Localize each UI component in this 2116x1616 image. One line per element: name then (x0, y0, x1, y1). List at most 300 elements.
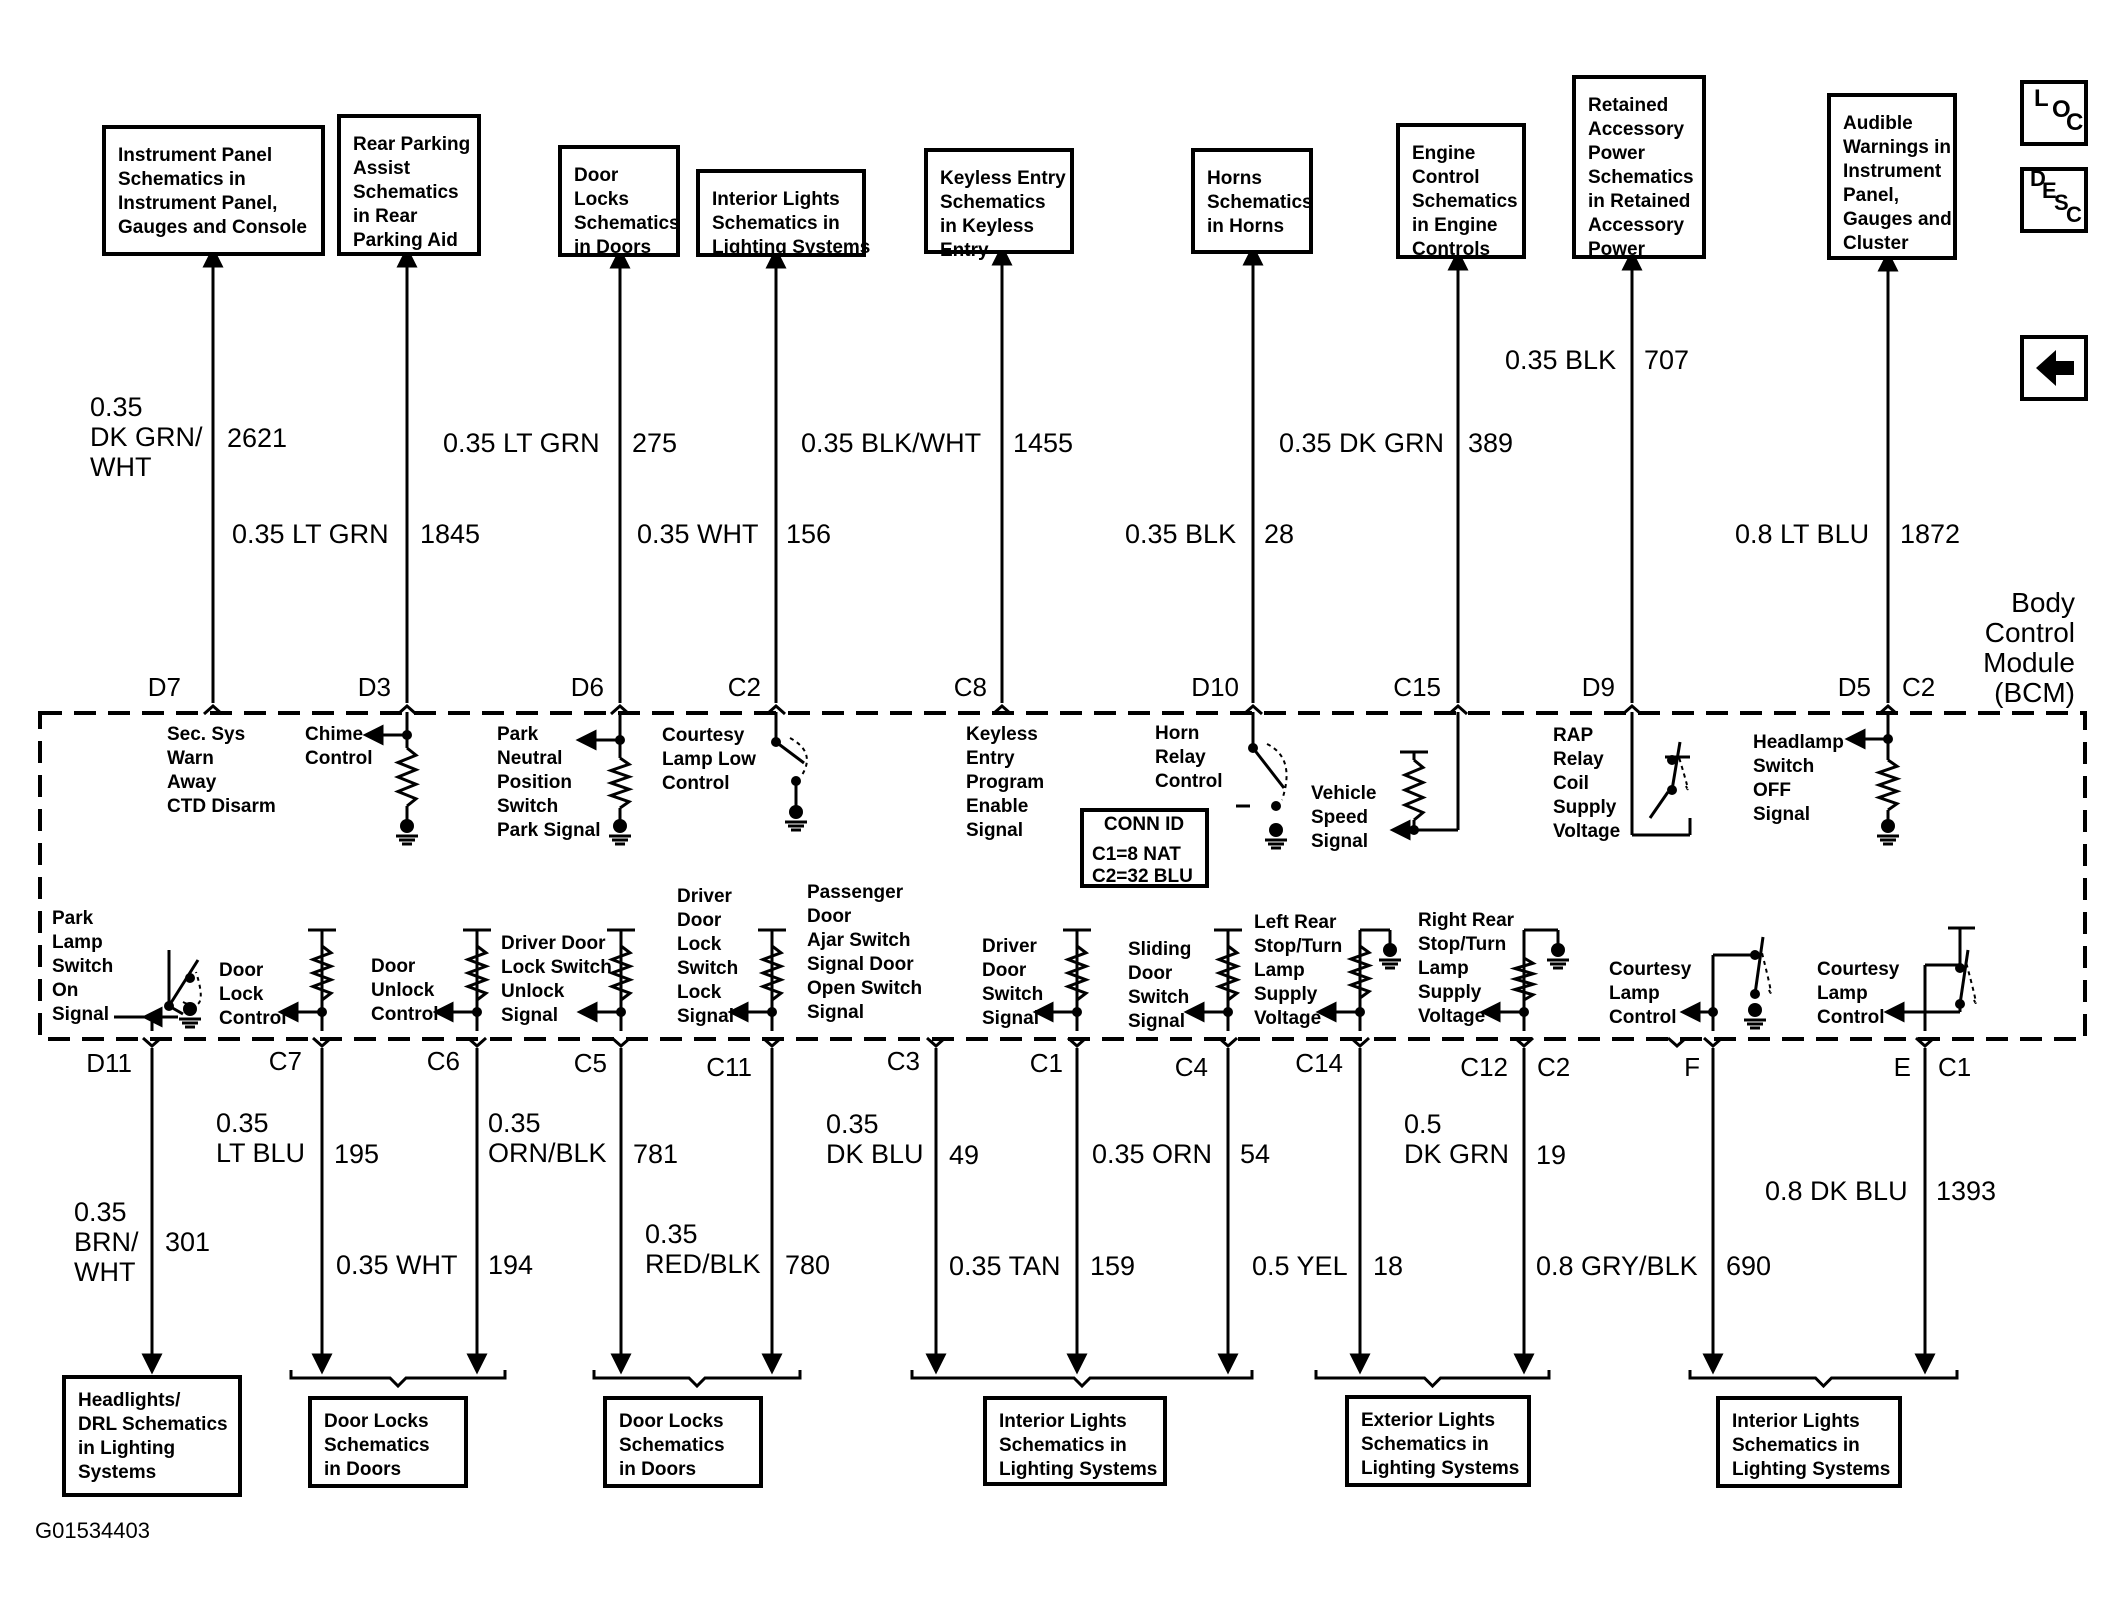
schematic-reference-text-line: Instrument Panel (118, 145, 273, 166)
circuit-function-label (1128, 939, 1191, 1032)
circuit-function-label-line: Driver (677, 886, 732, 907)
schematic-reference-text-line: in Doors (574, 237, 652, 258)
wire-spec-label (1404, 1109, 1509, 1169)
circuit-function-label-line: Passenger (807, 882, 904, 903)
junction-dot (1072, 1007, 1082, 1017)
schematic-reference-text-line: Schematics (619, 1435, 725, 1456)
schematic-reference-text-line: DRL Schematics (78, 1414, 228, 1435)
circuit-function-label-line: Stop/Turn (1254, 936, 1343, 957)
circuit-function-label-line: Vehicle (1311, 783, 1377, 804)
loc-letter: C (2066, 109, 2084, 136)
schematic-reference-text-line: Lighting Systems (712, 237, 871, 258)
circuit-function-label-line: Switch (982, 984, 1044, 1005)
circuit-function-label-line: Courtesy (662, 725, 745, 746)
circuit-number: 159 (1090, 1251, 1136, 1281)
circuit-function-label-line: Chime (305, 724, 364, 745)
circuit-function-label-line: Signal (1311, 831, 1369, 852)
switch-dashed (1966, 962, 1976, 1003)
circuit-number: 28 (1264, 519, 1295, 549)
switch-contact (1667, 785, 1677, 795)
schematic-reference-text-line: Schematics in (118, 169, 246, 190)
wire-spec-label-line: ORN/BLK (488, 1138, 607, 1168)
circuit-function-label (1609, 959, 1692, 1028)
schematic-reference-text-line: Schematics (574, 213, 680, 234)
circuit-function-label-line: Unlock (371, 980, 435, 1001)
schematic-reference-text-line: Locks (574, 189, 629, 210)
circuit-function-label-line: Sec. Sys (167, 724, 246, 745)
switch-blade (776, 742, 804, 763)
resistor (611, 758, 629, 808)
module-title-line: Module (1983, 647, 2075, 678)
circuit-function-label-line: Park Signal (497, 820, 601, 841)
schematic-reference-text-line: Schematics in (1732, 1435, 1860, 1456)
schematic-reference-text-line: Schematics in (1361, 1434, 1489, 1455)
circuit-function-label-line: Control (305, 748, 373, 769)
circuit-function-label-line: Door (371, 956, 416, 977)
circuit-function-label-line: Door (982, 960, 1027, 981)
circuit-number: 195 (334, 1139, 380, 1169)
circuit-number: 156 (786, 519, 832, 549)
schematic-reference-text-line: Interior Lights (1732, 1411, 1860, 1432)
wire-spec-label: 0.35 ORN (1092, 1139, 1213, 1169)
circuit-function-label-line: Control (219, 1008, 287, 1029)
circuit-number: 2621 (227, 423, 288, 453)
circuit-number: 18 (1373, 1251, 1404, 1281)
switch-dashed (790, 738, 807, 775)
resistor (1405, 760, 1423, 820)
schematic-reference-text-line: in Doors (324, 1459, 402, 1480)
circuit-function-label-line: Position (497, 772, 572, 793)
wire-spec-label: 0.35 BLK/WHT (801, 428, 982, 458)
circuit-function-label-line: Keyless (966, 724, 1038, 745)
schematic-reference-text-line: Headlights/ (78, 1390, 181, 1411)
circuit-function-label-line: Neutral (497, 748, 563, 769)
circuit-function-label-line: Lock (219, 984, 264, 1005)
desc-letter: D (2030, 166, 2046, 191)
wire-spec-label-line: RED/BLK (645, 1249, 761, 1279)
circuit-function-label-line: Lock (677, 934, 722, 955)
schematic-reference-text-line: Exterior Lights (1361, 1410, 1496, 1431)
connector-pin-label: C4 (1174, 1052, 1208, 1082)
switch-blade (1672, 742, 1680, 790)
connector-pin-label: D10 (1191, 672, 1239, 702)
wire-spec-label-line: 0.35 (645, 1219, 698, 1249)
schematic-reference-text-line: Instrument (1843, 161, 1942, 182)
circuit-function-label-line: Door (219, 960, 264, 981)
module-title-line: Body (2011, 587, 2075, 618)
connector-pin-label: C3 (886, 1046, 920, 1076)
figure-id: G01534403 (35, 1518, 150, 1543)
wire-spec-label (74, 1197, 139, 1287)
group-bracket (594, 1370, 800, 1386)
connector-id-line-line: C1=8 NAT (1092, 844, 1181, 865)
circuit-number: 1393 (1936, 1176, 1997, 1206)
circuit-number: 780 (785, 1250, 831, 1280)
connector-pin-label: C11 (706, 1052, 752, 1082)
circuit-function-label (219, 960, 287, 1029)
connector-pin-label: D6 (570, 672, 604, 702)
circuit-function-label (371, 956, 439, 1025)
wire-spec-label: 0.35 DK GRN (1279, 428, 1445, 458)
circuit-function-label-line: Entry (966, 748, 1015, 769)
schematic-reference-text-line: in Lighting (78, 1438, 176, 1459)
circuit-number: 19 (1536, 1140, 1567, 1170)
circuit-number: 54 (1240, 1139, 1271, 1169)
ground-node (1383, 943, 1397, 957)
schematic-reference-text-line: in Engine (1412, 215, 1498, 236)
circuit-function-label-line: Signal (677, 1006, 735, 1027)
schematic-reference-text-line: Schematics (324, 1435, 430, 1456)
connector-pin-label: C14 (1295, 1048, 1343, 1078)
wire-spec-label-line: DK GRN/ (90, 422, 203, 452)
circuit-function-label-line: Right Rear (1418, 910, 1515, 931)
circuit-function-label-line: Coil (1553, 773, 1589, 794)
schematic-reference-text-line: Interior Lights (712, 189, 840, 210)
circuit-function-label-line: Lamp (52, 932, 103, 953)
junction-dot (616, 1007, 626, 1017)
circuit-function-label-line: Speed (1311, 807, 1369, 828)
ground-node (789, 805, 803, 819)
wire-spec-label-line: WHT (74, 1257, 136, 1287)
circuit-function-label (966, 724, 1044, 841)
ground-node (1269, 823, 1283, 837)
wire-spec-label-line: 0.35 (74, 1197, 127, 1227)
schematic-reference-text-line: Gauges and (1843, 209, 1952, 230)
schematic-reference-text-line: Warnings in (1843, 137, 1952, 158)
circuit-function-label-line: Door (807, 906, 852, 927)
wire-spec-label (826, 1109, 924, 1169)
circuit-function-label (305, 724, 373, 769)
wire-spec-label: 0.35 TAN (949, 1251, 1061, 1281)
wire-spec-label: 0.35 LT GRN (443, 428, 600, 458)
wire-spec-label-line: 0.35 (488, 1108, 541, 1138)
circuit-function-label-line: Signal (807, 1002, 865, 1023)
circuit-function-label-line: Ajar Switch (807, 930, 911, 951)
circuit-number: 690 (1726, 1251, 1772, 1281)
connector-id-line-line: C2=32 BLU (1092, 866, 1193, 887)
desc-letter: C (2066, 202, 2082, 227)
switch-contact (1750, 989, 1760, 999)
switch-contact (1248, 743, 1258, 753)
wire-spec-label: 0.35 WHT (336, 1250, 458, 1280)
circuit-function-label-line: Switch (1128, 987, 1190, 1008)
circuit-function-label-line: Lamp (1609, 983, 1660, 1004)
circuit-function-label (1311, 783, 1377, 852)
circuit-function-label-line: Switch (677, 958, 739, 979)
circuit-function-label-line: Sliding (1128, 939, 1192, 960)
schematic-reference-text-line: Horns (1207, 168, 1262, 189)
junction-dot (615, 735, 625, 745)
schematic-reference-text-line: Accessory (1588, 119, 1685, 140)
schematic-reference-text-line: in Keyless (940, 216, 1034, 237)
schematic-reference-text-line: Entry (940, 240, 989, 261)
connector-pin-label: C1 (1938, 1052, 1972, 1082)
circuit-function-label (1418, 910, 1515, 1027)
circuit-function-label-line: Voltage (1254, 1008, 1322, 1029)
wire-spec-label-line: 0.5 (1404, 1109, 1442, 1139)
connector-pin-label: F (1684, 1052, 1700, 1082)
circuit-function-label-line: Signal (966, 820, 1024, 841)
circuit-function-label-line: Unlock (501, 981, 565, 1002)
circuit-function-label-line: Control (371, 1004, 439, 1025)
circuit-function-label-line: Signal (52, 1004, 110, 1025)
connector-chevron (1668, 1038, 1686, 1046)
connector-pin-label: C12 (1460, 1052, 1508, 1082)
circuit-function-label (982, 936, 1043, 1029)
wire-spec-label-line: WHT (90, 452, 152, 482)
circuit-function-label-line: Supply (1254, 984, 1318, 1005)
schematic-reference-text-line: Lighting Systems (999, 1459, 1158, 1480)
circuit-function-label-line: Open Switch (807, 978, 923, 999)
wire-spec-label: 0.8 GRY/BLK (1536, 1251, 1698, 1281)
circuit-function-label (497, 724, 601, 841)
ground-node (613, 819, 627, 833)
circuit-number: 1455 (1013, 428, 1074, 458)
wire-spec-label-line: LT BLU (216, 1138, 306, 1168)
connector-pin-label: D9 (1581, 672, 1615, 702)
circuit-function-label-line: Enable (966, 796, 1029, 817)
circuit-function-label (167, 724, 276, 817)
circuit-function-label-line: Headlamp (1753, 732, 1844, 753)
desc-letter: S (2054, 190, 2069, 215)
wire-spec-label (645, 1219, 761, 1279)
circuit-function-label-line: Relay (1155, 747, 1206, 768)
circuit-function-label (1553, 725, 1620, 842)
connector-chevron (612, 1038, 630, 1046)
module-title (1983, 587, 2075, 708)
circuit-function-label-line: Lamp (1418, 958, 1469, 979)
ground-node (1748, 1003, 1762, 1017)
circuit-function-label (1817, 959, 1900, 1028)
schematic-reference-text (1588, 95, 1694, 260)
switch-contact (1750, 950, 1760, 960)
schematic-reference-text-line: Keyless Entry (940, 168, 1066, 189)
circuit-number: 1872 (1900, 519, 1961, 549)
schematic-reference-text-line: Panel, (1843, 185, 1899, 206)
connector-chevron (1219, 1038, 1237, 1046)
internal-wire (1650, 792, 1668, 818)
junction-dot (402, 730, 412, 740)
connector-id-title: CONN ID (1103, 814, 1185, 835)
circuit-function-label-line: Switch (497, 796, 559, 817)
wire-spec-label-line: 0.35 (216, 1108, 269, 1138)
junction-dot (1883, 734, 1893, 744)
circuit-number: 1845 (420, 519, 481, 549)
circuit-number: 301 (165, 1227, 211, 1257)
circuit-function-label-line: Lamp (1817, 983, 1868, 1004)
circuit-function-label (677, 886, 738, 1027)
switch-contact (185, 973, 195, 983)
circuit-function-label-line: RAP (1553, 725, 1594, 746)
schematic-reference-text-line: Door Locks (619, 1411, 724, 1432)
wire-spec-label (90, 392, 203, 482)
schematic-reference-text-line: Schematics (353, 182, 459, 203)
junction-dot (317, 1007, 327, 1017)
connector-pin-label: C2 (1902, 672, 1936, 702)
circuit-function-label-line: Relay (1553, 749, 1604, 770)
circuit-function-label-line: Stop/Turn (1418, 934, 1507, 955)
wire-spec-label: 0.8 LT BLU (1735, 519, 1870, 549)
schematic-reference-text-line: Schematics in (712, 213, 840, 234)
schematic-reference-text-line: Schematics (1412, 191, 1518, 212)
switch-blade (169, 960, 198, 1006)
switch-dashed (1761, 949, 1771, 993)
loc-letter: L (2034, 85, 2049, 112)
wire-spec-label: 0.35 WHT (637, 519, 759, 549)
connector-pin-label: E (1893, 1052, 1911, 1082)
wire-spec-label (488, 1108, 607, 1168)
circuit-function-label-line: Warn (167, 748, 214, 769)
junction-dot (1519, 1007, 1529, 1017)
schematic-reference-text-line: in Horns (1207, 216, 1285, 237)
group-bracket (912, 1370, 1252, 1386)
connector-pin-label: C6 (426, 1046, 460, 1076)
wire-spec-label: 0.35 LT GRN (232, 519, 389, 549)
junction-dot (472, 1007, 482, 1017)
connector-pin-label: C5 (573, 1048, 607, 1078)
circuit-number: 49 (949, 1140, 980, 1170)
schematic-reference-text-line: Lighting Systems (1361, 1458, 1520, 1479)
circuit-function-label-line: On (52, 980, 79, 1001)
circuit-number: 781 (633, 1139, 679, 1169)
group-bracket (291, 1370, 505, 1386)
schematic-reference-text-line: Door Locks (324, 1411, 429, 1432)
resistor (1879, 760, 1897, 810)
group-bracket (1316, 1370, 1549, 1386)
connector-chevron (1704, 1038, 1722, 1046)
circuit-function-label-line: Signal (501, 1005, 559, 1026)
connector-pin-label: C8 (953, 672, 987, 702)
circuit-function-label-line: Voltage (1418, 1006, 1486, 1027)
schematic-reference-text-line: Control (1412, 167, 1480, 188)
switch-contact (1667, 755, 1677, 765)
junction-dot (1355, 1007, 1365, 1017)
circuit-function-label-line: Control (1817, 1007, 1885, 1028)
ground-node (1551, 943, 1565, 957)
schematic-reference-text-line: in Rear (353, 206, 418, 227)
schematic-reference-text-line: Cluster (1843, 233, 1909, 254)
ground-node (183, 1002, 197, 1016)
circuit-function-label-line: Signal (1128, 1011, 1186, 1032)
schematic-reference-text-line: Power (1588, 143, 1646, 164)
wire-spec-label-line: BRN/ (74, 1227, 139, 1257)
circuit-function-label-line: Park (497, 724, 539, 745)
circuit-function-label-line: Driver (982, 936, 1037, 957)
schematic-reference-text-line: Accessory (1588, 215, 1685, 236)
circuit-function-label-line: Door (1128, 963, 1173, 984)
circuit-function-label-line: Door (677, 910, 722, 931)
schematic-reference-text-line: Schematics (940, 192, 1046, 213)
circuit-number: 275 (632, 428, 678, 458)
circuit-function-label-line: Voltage (1553, 821, 1621, 842)
wire-spec-label-line: 0.35 (826, 1109, 879, 1139)
wire-spec-label: 0.35 BLK (1125, 519, 1237, 549)
wire-spec-label (216, 1108, 305, 1168)
ground-node (1881, 819, 1895, 833)
schematic-reference-text-line: Systems (78, 1462, 157, 1483)
wire-spec-label: 0.35 BLK (1505, 345, 1617, 375)
circuit-number: 389 (1468, 428, 1514, 458)
schematic-reference-text-line: Door (574, 165, 619, 186)
schematic-reference-text-line: Audible (1843, 113, 1913, 134)
circuit-function-label (52, 908, 113, 1025)
loc-letter: O (2052, 96, 2071, 123)
schematic-reference-text-line: Interior Lights (999, 1411, 1127, 1432)
schematic-reference-text-line: Parking Aid (353, 230, 458, 251)
switch-contact (164, 1001, 174, 1011)
schematic-reference-text-line: in Retained (1588, 191, 1691, 212)
circuit-function-label-line: Signal Door (807, 954, 914, 975)
schematic-reference-text-line: Schematics in (999, 1435, 1127, 1456)
switch-contact (1271, 801, 1281, 811)
connector-pin-label: D7 (147, 672, 181, 702)
circuit-function-label-line: Control (662, 773, 730, 794)
connector-pin-label: C15 (1393, 672, 1441, 702)
wire-spec-label: 0.8 DK BLU (1765, 1176, 1908, 1206)
schematic-reference-text-line: Instrument Panel, (118, 193, 278, 214)
circuit-function-label (1753, 732, 1844, 825)
junction-dot (1409, 825, 1419, 835)
junction-dot (1708, 1007, 1718, 1017)
schematic-reference-text-line: Retained (1588, 95, 1669, 116)
schematic-reference-text (353, 134, 470, 251)
connector-pin-label: D3 (357, 672, 391, 702)
circuit-function-label-line: Supply (1418, 982, 1482, 1003)
circuit-function-label-line: Switch (1753, 756, 1815, 777)
connector-pin-label: C1 (1029, 1048, 1063, 1078)
circuit-function-label-line: Signal (982, 1008, 1040, 1029)
switch-blade (1755, 937, 1763, 994)
wire-spec-label-line: DK GRN (1404, 1139, 1510, 1169)
schematic-reference-text-line: Engine (1412, 143, 1476, 164)
circuit-function-label-line: Courtesy (1609, 959, 1692, 980)
module-title-line: Control (1984, 617, 2075, 648)
schematic-reference-text-line: Lighting Systems (1732, 1459, 1891, 1480)
schematic-reference-text-line: Power (1588, 239, 1646, 260)
module-title-line: (BCM) (1994, 677, 2075, 708)
circuit-function-label-line: Lock Switch (501, 957, 612, 978)
circuit-function-label-line: Park (52, 908, 94, 929)
wire-spec-label-line: DK BLU (826, 1139, 924, 1169)
ground-node (400, 819, 414, 833)
circuit-function-label-line: Signal (1753, 804, 1811, 825)
connector-pin-label: D11 (86, 1048, 132, 1078)
schematic-reference-text-line: Rear Parking (353, 134, 471, 155)
circuit-number: 194 (488, 1250, 534, 1280)
connector-pin-label: C2 (1537, 1052, 1571, 1082)
circuit-function-label-line: Lamp Low (662, 749, 756, 770)
circuit-function-label-line: Control (1155, 771, 1223, 792)
circuit-number: 707 (1644, 345, 1690, 375)
schematic-reference-text-line: Schematics (1588, 167, 1694, 188)
switch-contact (771, 737, 781, 747)
connector-pin-label: C2 (727, 672, 761, 702)
circuit-function-label-line: Driver Door (501, 933, 606, 954)
schematic-reference-text-line: Schematics (1207, 192, 1313, 213)
circuit-function-label-line: Control (1609, 1007, 1677, 1028)
connector-id-line (1092, 844, 1193, 887)
desc-letter: E (2042, 178, 2057, 203)
switch-contact (1955, 999, 1965, 1009)
junction-dot (767, 1007, 777, 1017)
circuit-function-label-line: Horn (1155, 723, 1200, 744)
circuit-function-label-line: Away (167, 772, 217, 793)
wire-spec-label: 0.5 YEL (1252, 1251, 1348, 1281)
circuit-function-label (1155, 723, 1223, 792)
circuit-function-label-line: Lock (677, 982, 722, 1003)
schematic-reference-text-line: Gauges and Console (118, 217, 307, 238)
circuit-function-label-line: OFF (1753, 780, 1791, 801)
